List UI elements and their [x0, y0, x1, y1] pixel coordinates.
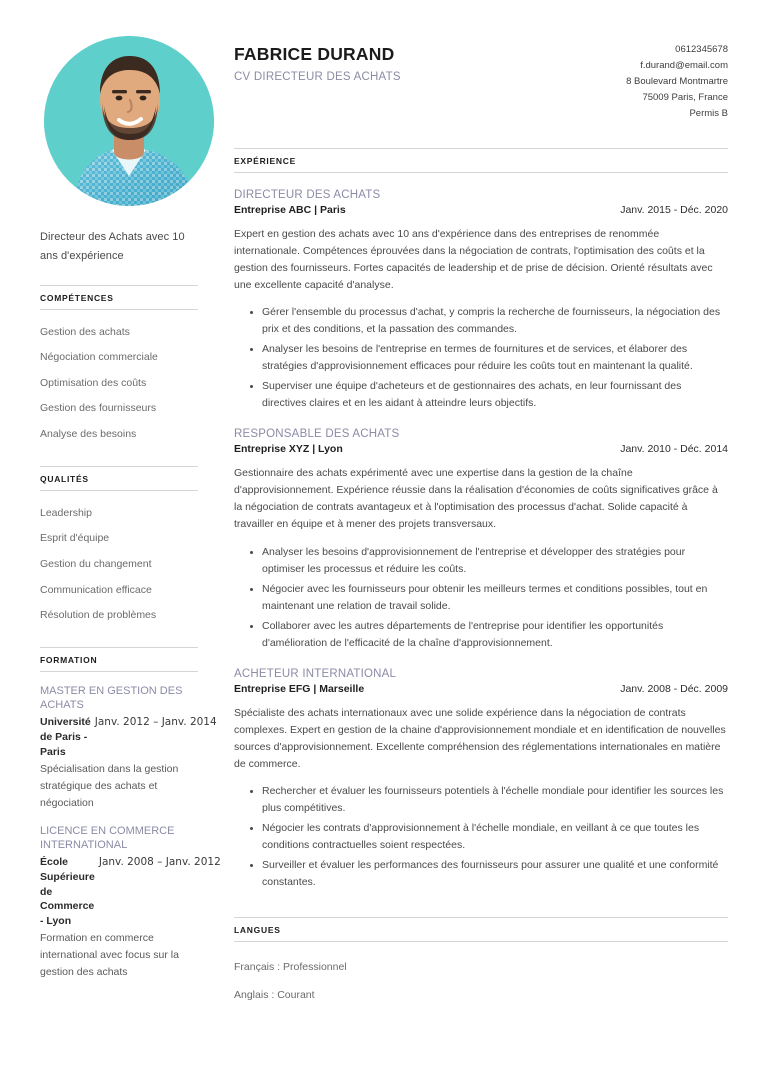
list-item: Leadership: [40, 506, 92, 519]
experience-bullets: [234, 544, 728, 652]
experience-bullets: [234, 783, 728, 891]
avatar: [44, 36, 214, 206]
education-degree: LICENCE EN COMMERCE INTERNATIONAL: [40, 824, 175, 852]
list-item: Esprit d'équipe: [40, 532, 110, 545]
experience-meta: [234, 443, 728, 455]
education-description: Spécialisation dans la gestion stratégique des achats et négociation: [40, 762, 179, 809]
list-item: Négocier avec les fournisseurs pour obtenir les meilleurs termes et conditions possibles, tout en maintenant une relation de travail solide.: [250, 581, 728, 615]
cv-header: [234, 34, 728, 122]
education-description: Formation en commerce international avec focus sur la gestion des achats: [40, 932, 179, 979]
experience-summary: Spécialiste des achats internationaux avec une solide expérience dans la négociation de contrats complexes. Expert en gestion de la chaine d'approvisionnement mondiale et en identification de nouvelles sources d'approvisionnement. Excellente compréhension des réglementations internationales en matière de commerce.: [234, 706, 726, 770]
list-item: Communication efficace: [40, 583, 152, 596]
contact-block: [626, 34, 728, 122]
contact-email: f.durand@email.com: [640, 59, 728, 71]
page-title: FABRICE DURAND: [234, 44, 395, 64]
list-item: Gérer l'ensemble du processus d'achat, y compris la recherche de fournisseurs, la négociation des prix et des conditions, et la passation des commandes.: [250, 304, 728, 338]
list-item: Analyse des besoins: [40, 428, 137, 441]
list-item: Superviser une équipe d'acheteurs et de gestionnaires des achats, en leur fournissant des directives claires et en les aidant à atteindre leurs objectifs.: [250, 378, 728, 412]
education-school: Université de Paris - Paris: [40, 715, 91, 758]
qualities-list: [40, 501, 198, 629]
qualities-heading: QUALITÉS: [40, 466, 198, 491]
languages-heading: LANGUES: [234, 917, 728, 942]
profile-tagline: Directeur des Achats avec 10 ans d'expérience: [40, 231, 185, 263]
education-degree: MASTER EN GESTION DES ACHATS: [40, 684, 183, 712]
experience-title: ACHETEUR INTERNATIONAL: [234, 667, 397, 680]
list-item: Français : Professionnel: [234, 961, 347, 974]
qualities-section: [40, 466, 198, 629]
experience-company: Entreprise EFG | Marseille: [234, 682, 365, 695]
education-entry: [40, 824, 221, 982]
experience-title: RESPONSABLE DES ACHATS: [234, 428, 400, 441]
list-item: Optimisation des coûts: [40, 376, 147, 389]
experience-title: DIRECTEUR DES ACHATS: [234, 188, 381, 201]
contact-phone: 0612345678: [675, 44, 728, 55]
education-meta: [40, 855, 221, 930]
list-item: Négocier les contrats d'approvisionnement à l'échelle mondiale, en veillant à ce que toutes les conditions contractuelles soient respectées.: [250, 820, 728, 854]
education-meta: [40, 715, 217, 760]
education-school: École Supérieure de Commerce - Lyon: [40, 855, 95, 928]
list-item: Rechercher et évaluer les fournisseurs potentiels à l'échelle mondiale pour identifier les sources les plus compétitives.: [250, 783, 728, 817]
experience-summary: Expert en gestion des achats avec 10 ans d'expérience dans des entreprises de renommée internationale. Compétences éprouvées dans la négociation de contrats, l'optimisation des coûts et la gestion des fournisseurs. Fortes capacités de leadership et de prise de décision. Orienté résultats avec une excellente capacité d'analyse.: [234, 227, 713, 291]
experience-entry: [234, 668, 728, 892]
education-heading: FORMATION: [40, 647, 198, 672]
skills-heading: COMPÉTENCES: [40, 285, 198, 310]
experience-company: Entreprise XYZ | Lyon: [234, 443, 343, 456]
identity-block: [234, 34, 401, 83]
list-item: Analyser les besoins de l'entreprise en termes de fournitures et de services, et élaborer des stratégies d'approvisionnement efficaces pour réduire les coûts tout en maintenant la qualité.: [250, 341, 728, 375]
experience-bullets: [234, 304, 728, 412]
contact-city: 75009 Paris, France: [642, 91, 728, 103]
skills-list: [40, 320, 198, 448]
education-dates: Janv. 2012 – Janv. 2014: [94, 715, 217, 728]
list-item: Gestion des fournisseurs: [40, 402, 157, 415]
list-item: Collaborer avec les autres départements de l'entreprise pour identifier les opportunités d'amélioration de l'efficacité de la chaîne d'approvisionnement.: [250, 618, 728, 652]
experience-heading: EXPÉRIENCE: [234, 148, 728, 173]
experience-dates: Janv. 2010 - Déc. 2014: [620, 443, 728, 456]
contact-street: 8 Boulevard Montmartre: [626, 75, 728, 87]
languages-section: [234, 917, 728, 1009]
experience-company: Entreprise ABC | Paris: [234, 203, 346, 216]
list-item: Gestion des achats: [40, 325, 130, 338]
education-entry: [40, 684, 217, 812]
contact-licence: Permis B: [689, 107, 728, 119]
education-section: [40, 647, 221, 981]
experience-entry: [234, 189, 728, 413]
list-item: Résolution de problèmes: [40, 609, 157, 622]
header-subtitle: CV DIRECTEUR DES ACHATS: [234, 71, 401, 83]
experience-summary: Gestionnaire des achats expérimenté avec une expertise dans la gestion de la chaîne d'approvisionnement. Expérience réussie dans la réalisation d'économies de coûts significatives grâce à la négociation de contrats avantageux et à l'optimisation des processus d'achat. Solide capacité à travailler en équipe et à mener des projets transversaux.: [234, 467, 718, 531]
experience-dates: Janv. 2015 - Déc. 2020: [620, 203, 728, 216]
profile-photo-image: [44, 36, 214, 206]
list-item: Négociation commerciale: [40, 351, 158, 364]
list-item: Gestion du changement: [40, 557, 152, 570]
skills-section: [40, 285, 198, 448]
list-item: Anglais : Courant: [234, 988, 315, 1001]
languages-list: [234, 954, 728, 1009]
list-item: Analyser les besoins d'approvisionnement de l'entreprise et développer des stratégies pour optimiser les processus et réduire les coûts.: [250, 544, 728, 578]
experience-dates: Janv. 2008 - Déc. 2009: [620, 682, 728, 695]
list-item: Surveiller et évaluer les performances des fournisseurs pour assurer une qualité et une conformité constantes.: [250, 857, 728, 891]
experience-section: [234, 148, 728, 892]
sidebar: [40, 34, 220, 1086]
education-dates: Janv. 2008 – Janv. 2012: [98, 855, 221, 868]
main-column: [220, 34, 728, 1086]
experience-meta: [234, 204, 728, 216]
experience-meta: [234, 683, 728, 695]
experience-entry: [234, 428, 728, 652]
